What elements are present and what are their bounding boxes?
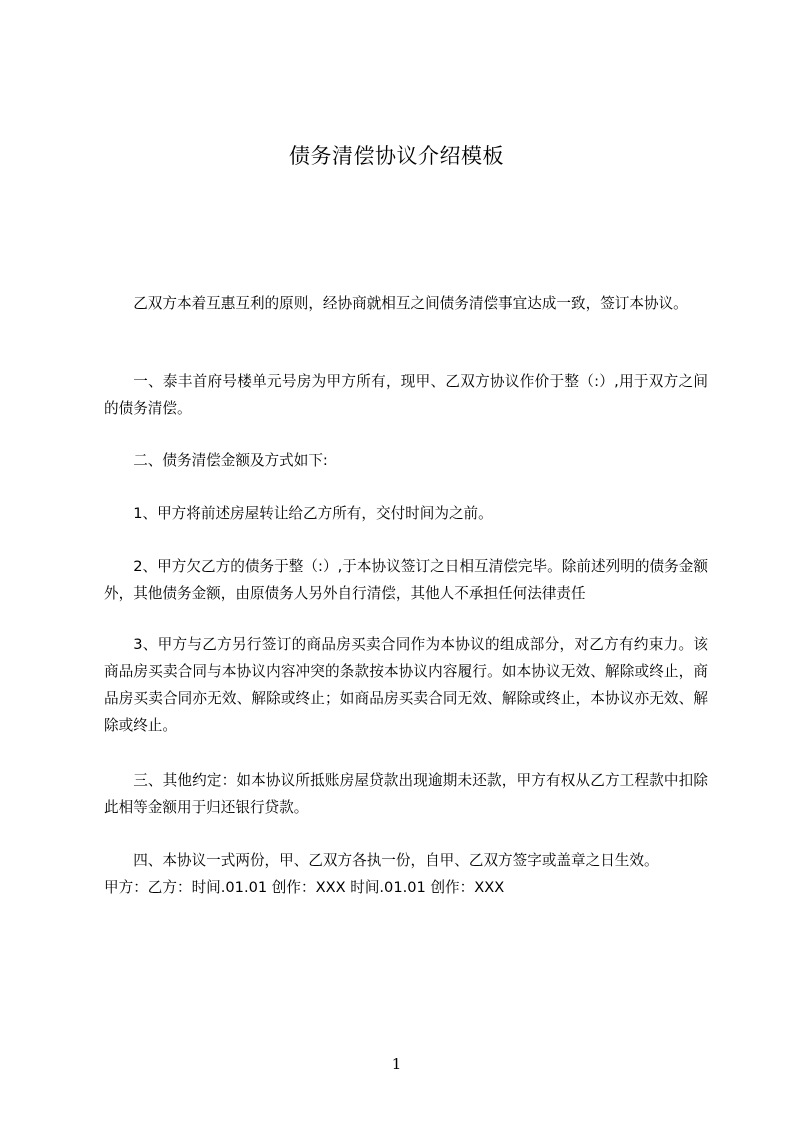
paragraph-item-1: 1、甲方将前述房屋转让给乙方所有，交付时间为之前。	[133, 505, 493, 522]
paragraph-item-3: 3、甲方与乙方另行签订的商品房买卖合同作为本协议的组成部分，对乙方有约束力。该商品房买卖合同与本协议内容冲突的条款按本协议内容履行。如本协议无效、解除或终止，商品房买卖合同亦无效、解除或终止；如商品房买卖合同无效、解除或终止，本协议亦无效、解除或终止。	[104, 636, 708, 734]
paragraph-item-2: 2、甲方欠乙方的债务于整（:）,于本协议签订之日相互清偿完毕。除前述列明的债务金额外，其他债务金额，由原债务人另外自行清偿，其他人不承担任何法律责任	[104, 558, 708, 602]
paragraph-intro: 乙双方本着互惠互利的原则，经协商就相互之间债务清偿事宜达成一致，签订本协议。	[133, 295, 688, 312]
signature-line: 甲方：乙方：时间.01.01 创作：XXX 时间.01.01 创作：XXX	[104, 879, 505, 896]
page-number: 1	[391, 1055, 402, 1073]
document-title: 债务清偿协议介绍模板	[289, 144, 504, 168]
paragraph-clause-4: 四、本协议一式两份，甲、乙双方各执一份，自甲、乙双方签字或盖章之日生效。	[133, 852, 659, 869]
paragraph-clause-1: 一、泰丰首府号楼单元号房为甲方所有，现甲、乙双方协议作价于整（:）,用于双方之间的债务清偿。	[104, 373, 708, 417]
paragraph-clause-3: 三、其他约定：如本协议所抵账房屋贷款出现逾期未还款，甲方有权从乙方工程款中扣除此相等金额用于归还银行贷款。	[104, 772, 708, 816]
paragraph-clause-2-heading: 二、债务清偿金额及方式如下:	[133, 452, 328, 469]
